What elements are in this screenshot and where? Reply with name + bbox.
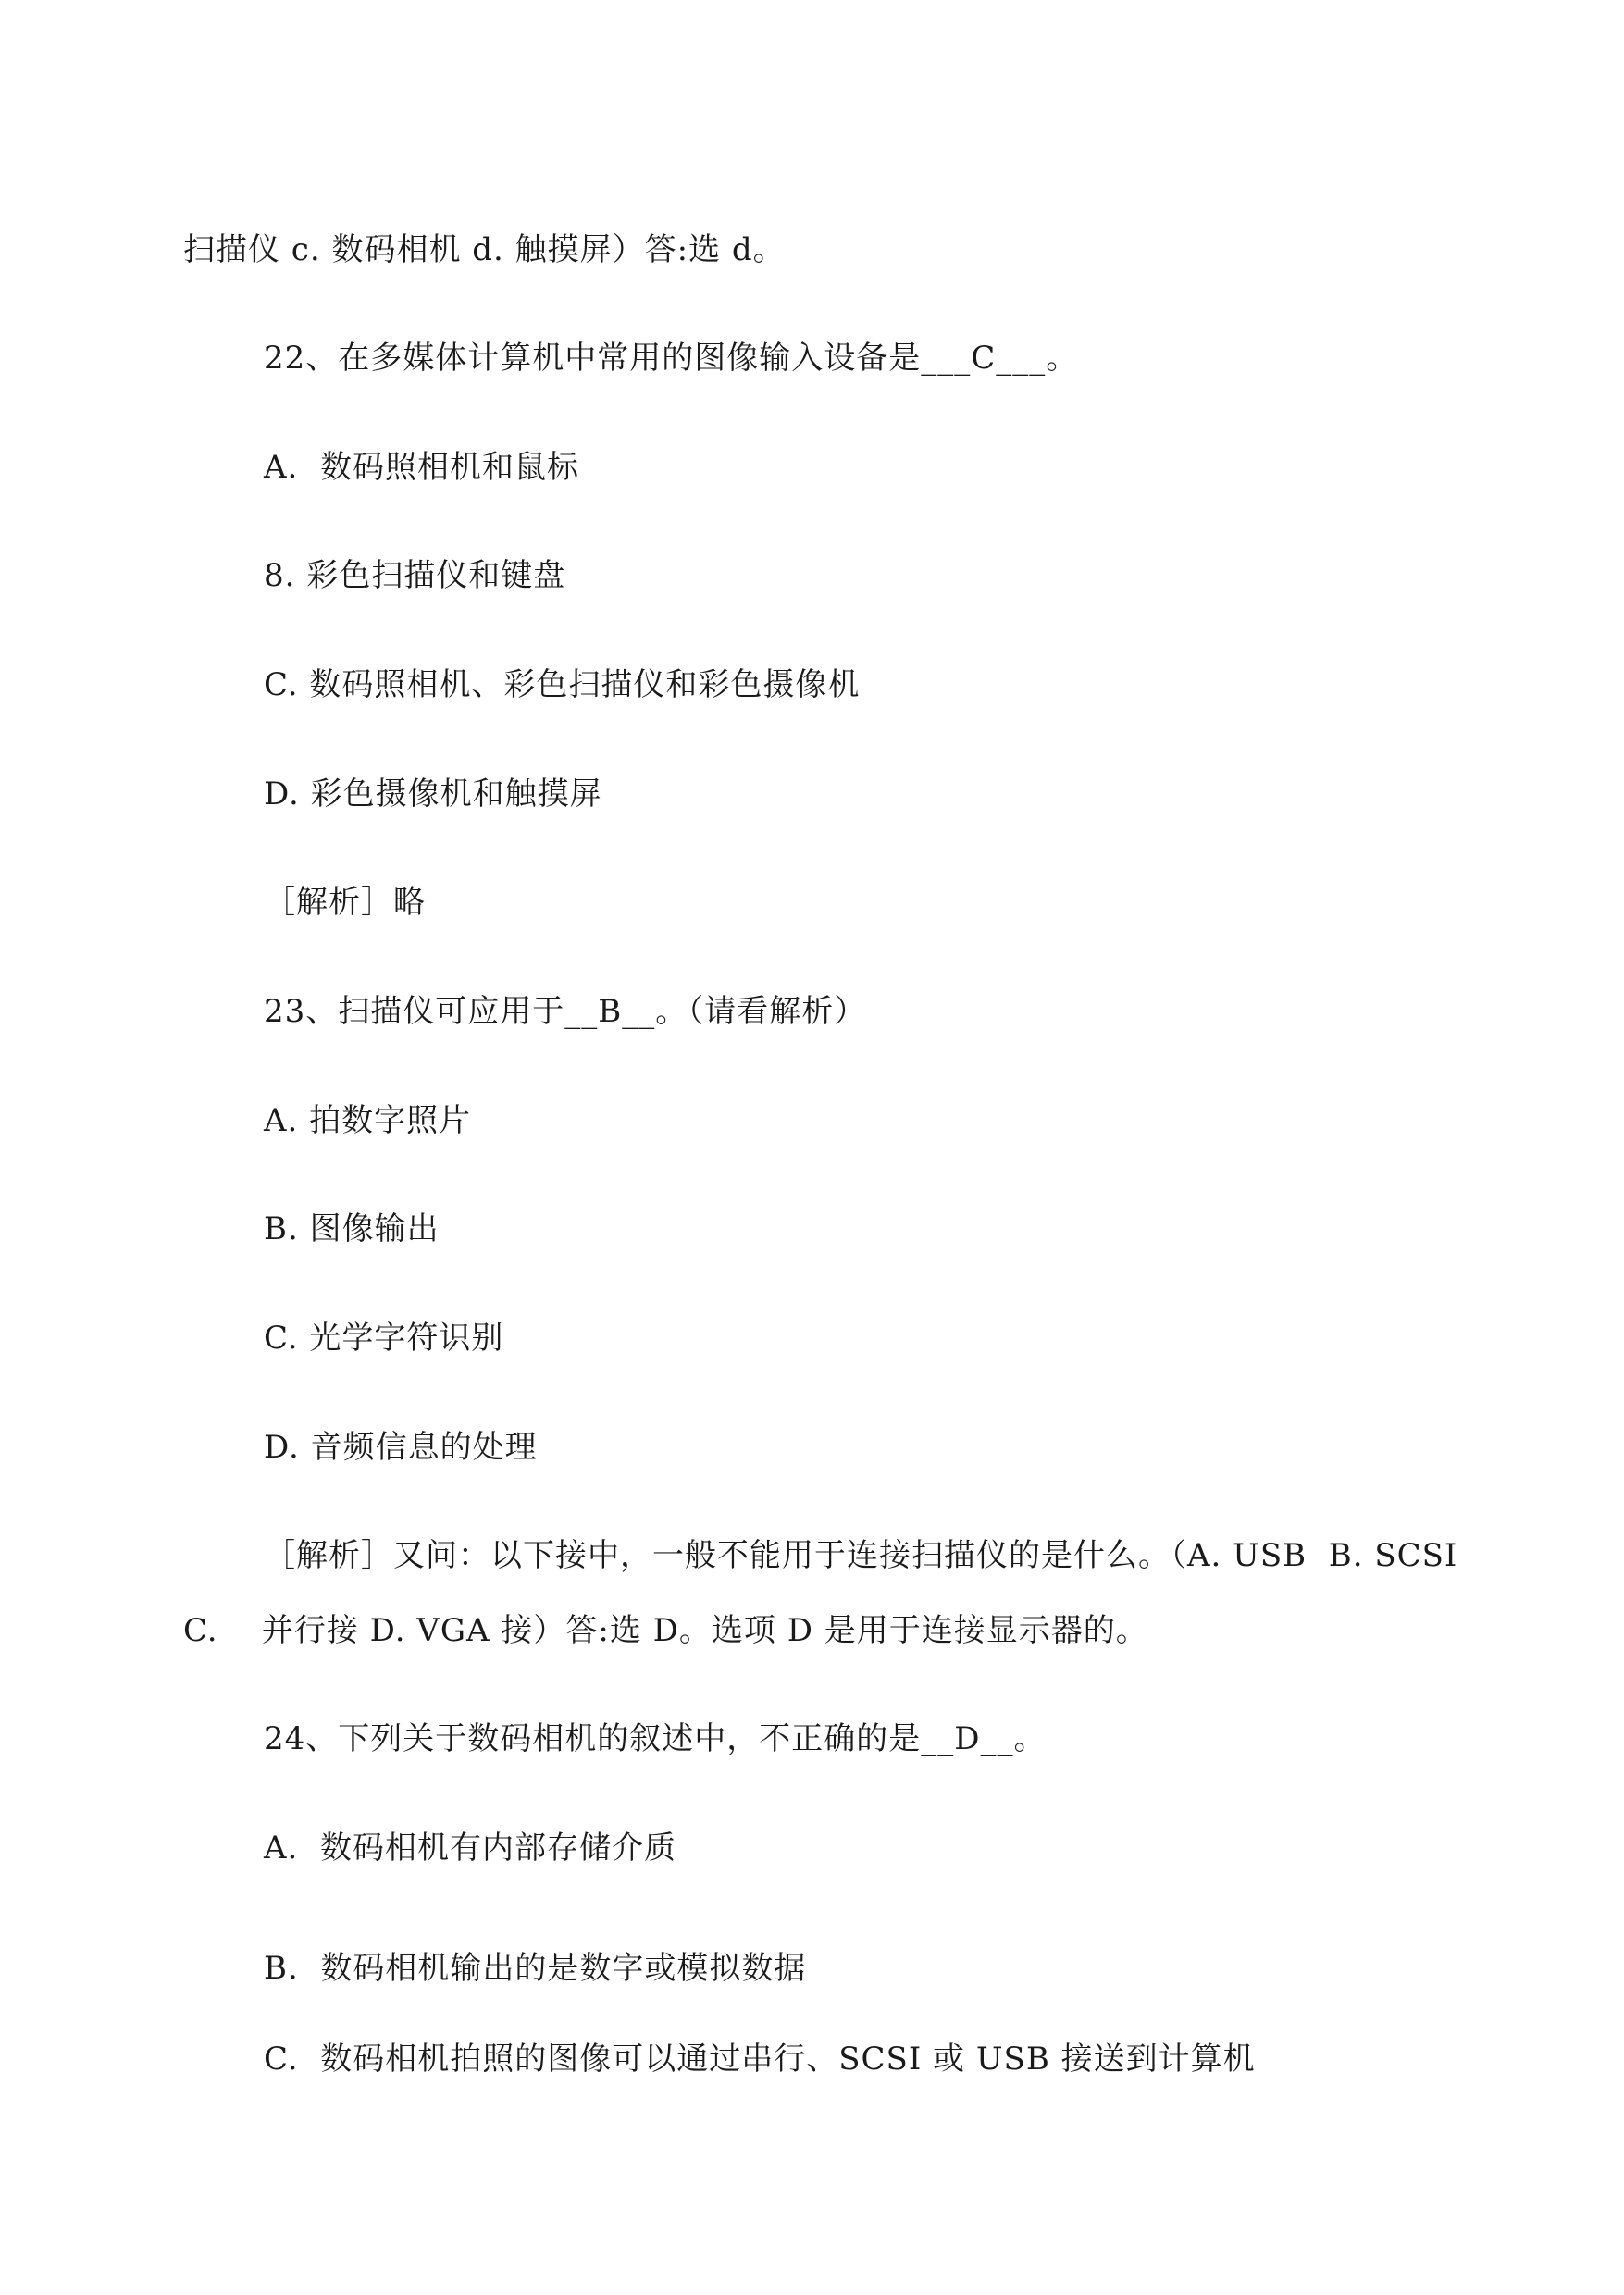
q23-analysis-line-1: ［解析］又问：以下接中，一般不能用于连接扫描仪的是什么。（A. USB B. SCSI xyxy=(264,1537,1458,1574)
q24-option-c: C. 数码相机拍照的图像可以通过串行、SCSI 或 USB 接送到计算机 xyxy=(264,2041,1256,2078)
q22-option-b: 8. 彩色扫描仪和键盘 xyxy=(264,557,566,594)
q23-option-a: A. 拍数字照片 xyxy=(264,1102,472,1139)
question-23: 23、扫描仪可应用于__B__。（请看解析） xyxy=(264,993,867,1030)
q22-option-a: A. 数码照相机和鼠标 xyxy=(264,449,579,486)
q22-option-c: C. 数码照相机、彩色扫描仪和彩色摄像机 xyxy=(264,666,861,703)
q23-option-d: D. 音频信息的处理 xyxy=(264,1429,538,1466)
q23-option-c: C. 光学字符识别 xyxy=(264,1320,504,1357)
question-22: 22、在多媒体计算机中常用的图像输入设备是___C___。 xyxy=(264,340,1079,377)
question-24: 24、下列关于数码相机的叙述中，不正确的是__D__。 xyxy=(264,1720,1047,1757)
q23-analysis-line-2: C. 并行接 D. VGA 接）答:选 D。选项 D 是用于连接显示器的。 xyxy=(183,1612,1148,1649)
q24-option-a: A. 数码相机有内部存储介质 xyxy=(264,1830,676,1867)
q22-analysis: ［解析］略 xyxy=(264,884,426,921)
text-line-continuation: 扫描仪 c. 数码相机 d. 触摸屏）答:选 d。 xyxy=(183,231,786,268)
q23-option-b: B. 图像输出 xyxy=(264,1210,440,1247)
q22-option-d: D. 彩色摄像机和触摸屏 xyxy=(264,775,602,813)
q24-option-b: B. 数码相机输出的是数字或模拟数据 xyxy=(264,1950,807,1987)
